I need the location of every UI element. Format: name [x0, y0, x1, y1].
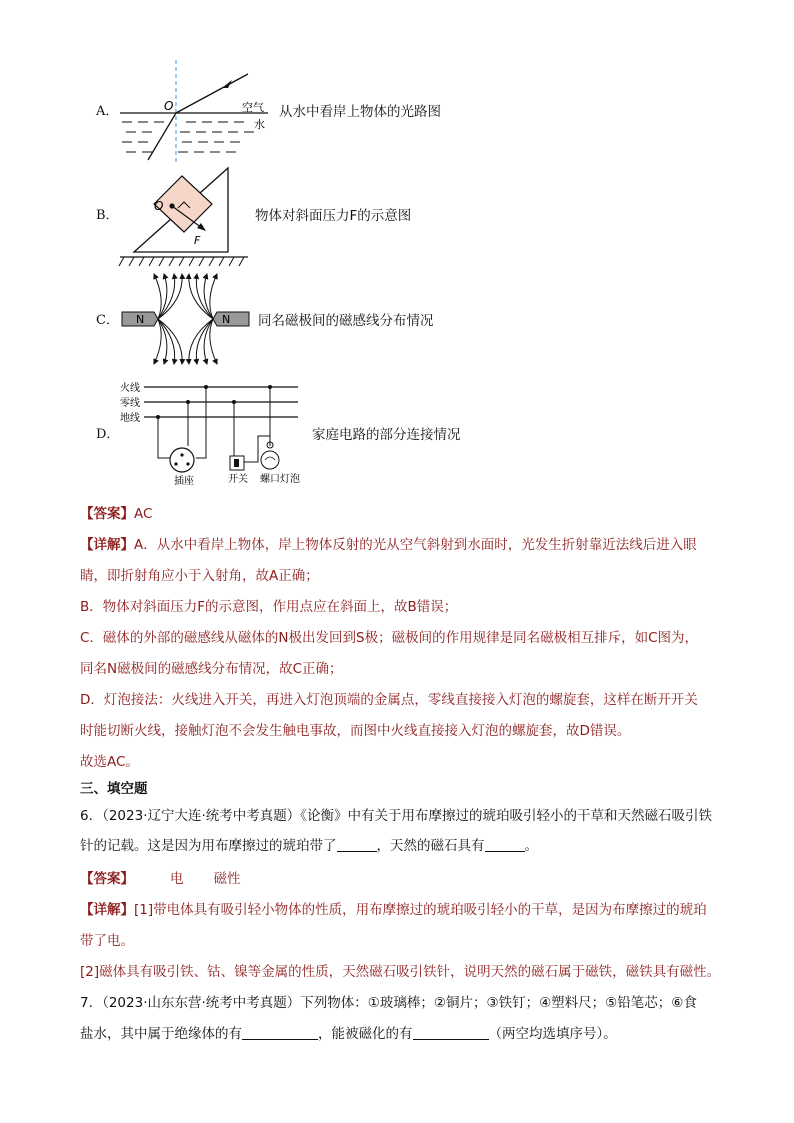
incline-force-diagram [118, 164, 253, 268]
answer-tag: 【答案】 [80, 506, 134, 522]
option-b-caption: 物体对斜面压力F的示意图 [255, 208, 412, 224]
option-a-caption: 从水中看岸上物体的光路图 [279, 104, 441, 120]
q5-answer-line [80, 505, 152, 523]
q6-detail-line3: [2]磁体具有吸引铁、钴、镍等金属的性质，天然磁石吸引铁针，说明天然的磁石属于磁铁，磁铁具有磁性。 [80, 964, 721, 980]
q5-detail-line2: 睛，即折射角应小于入射角，故A正确； [80, 568, 319, 584]
q6-detail-line1: 【详解】[1]带电体具有吸引轻小物体的性质，用布摩擦过的琥珀吸引轻小的干草，是因为布摩擦过的琥珀 [80, 902, 707, 918]
water-label: 水 [254, 118, 265, 131]
detail-tag: 【详解】 [80, 902, 134, 918]
magnet-right [213, 312, 249, 326]
q6-answer-line [80, 870, 241, 888]
q6-stem-line1: 6．（2023·辽宁大连·统考中考真题）《论衡》中有关于用布摩擦过的琥珀吸引轻小的干草和天然磁石吸引铁 [80, 808, 713, 824]
neutral-wire-label: 零线 [120, 398, 140, 409]
optic-refraction-diagram [118, 60, 278, 165]
pole-right-label: N [222, 313, 231, 326]
socket [170, 448, 194, 472]
water-hatch [122, 122, 254, 152]
option-c-letter: C． [96, 313, 119, 328]
switch-label: 开关 [228, 474, 248, 485]
bulb-label: 螺口灯泡 [260, 474, 300, 485]
household-circuit-diagram [118, 376, 308, 488]
q5-conclusion: 故选AC。 [80, 754, 139, 770]
q5-detail-line6: D．灯泡接法：火线进入开关，再进入灯泡顶端的金属点，零线直接接入灯泡的螺旋套，这样在断开开关 [80, 692, 698, 708]
section-heading: 三、填空题 [80, 781, 148, 797]
q6-answer-1: 电 [170, 871, 184, 887]
q5-detail-line4: C．磁体的外部的磁感线从磁体的N极出发回到S极；磁极间的作用规律是同名磁极相互排斥，如C图为， [80, 630, 699, 646]
bulb [261, 451, 279, 469]
pole-left-label: N [136, 313, 145, 326]
field-lines [154, 274, 217, 364]
ground-hatch [119, 257, 244, 266]
point-o-label: O [154, 199, 164, 213]
q6-blank-2[interactable] [485, 837, 525, 852]
q5-detail-line7: 时能切断火线，接触灯泡不会发生触电事故，而图中火线直接接入灯泡的螺旋套，故D错误。 [80, 723, 631, 739]
refracted-ray [148, 113, 176, 160]
q7-stem-line2: 盐水，其中属于绝缘体的有 ，能被磁化的有 （两空均选填序号）。 [80, 1026, 617, 1042]
detail-tag: 【详解】 [80, 537, 134, 553]
q5-detail-line1: 【详解】A．从水中看岸上物体，岸上物体反射的光从空气斜射到水面时，光发生折射靠近法线后进入眼 [80, 537, 697, 553]
live-wire-label: 火线 [120, 383, 140, 394]
q5-answer: AC [134, 506, 153, 522]
socket-label: 插座 [174, 476, 194, 487]
q7-blank-1[interactable] [242, 1025, 318, 1040]
point-o-label: O [164, 99, 174, 113]
option-d-caption: 家庭电路的部分连接情况 [312, 427, 461, 443]
q7-blank-2[interactable] [413, 1025, 489, 1040]
option-b-letter: B． [96, 208, 119, 223]
q6-stem-line2: 针的记载。这是因为用布摩擦过的琥珀带了 ，天然的磁石具有 。 [80, 838, 538, 854]
option-a-letter: A． [96, 104, 119, 119]
q5-detail-line3: B．物体对斜面压力F的示意图，作用点应在斜面上，故B错误； [80, 599, 458, 615]
q5-detail-line5: 同名N磁极间的磁感线分布情况，故C正确； [80, 661, 343, 677]
magnetic-field-diagram [118, 270, 253, 368]
option-c-caption: 同名磁极间的磁感线分布情况 [258, 313, 434, 329]
option-d-letter: D． [96, 427, 120, 442]
air-label: 空气 [242, 101, 264, 114]
answer-tag: 【答案】 [80, 871, 134, 887]
q7-stem-line1: 7．（2023·山东东营·统考中考真题）下列物体：①玻璃棒；②铜片；③铁钉；④塑料尺；⑤铅笔芯；⑥食 [80, 995, 697, 1011]
q6-detail-line2: 带了电。 [80, 933, 134, 949]
ground-wire-label: 地线 [120, 413, 140, 424]
force-label: F [194, 234, 201, 247]
q6-blank-1[interactable] [337, 837, 377, 852]
q6-answer-2: 磁性 [213, 871, 241, 887]
incident-ray [176, 74, 248, 113]
